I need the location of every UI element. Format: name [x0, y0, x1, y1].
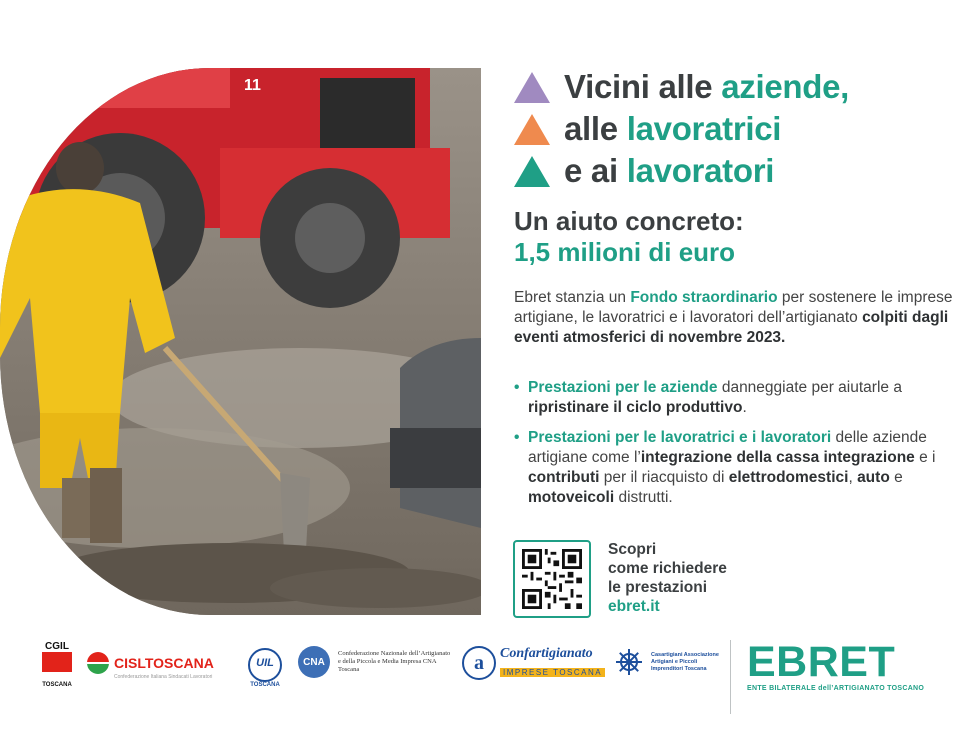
orange-triangle-icon — [514, 114, 550, 145]
purple-triangle-icon — [514, 72, 550, 103]
logo-divider — [730, 640, 731, 714]
headline — [514, 66, 954, 192]
subheadline-amount: 1,5 milioni di euro — [514, 237, 736, 267]
bullet2-bold-4: auto — [857, 469, 890, 486]
headline-highlight-2: lavoratrici — [626, 110, 782, 147]
qr-caption — [608, 540, 727, 616]
bullet2-text-4: , — [848, 469, 858, 486]
confartigianato-label: Confartigianato — [500, 646, 593, 661]
headline-text-3: e ai — [564, 152, 627, 189]
bullet2-text-1: delle aziende artigiane come l’ — [528, 429, 927, 466]
headline-highlight-3: lavoratori — [626, 152, 775, 189]
cgil-logo — [42, 642, 72, 688]
casartigiani-text: Casartigiani Associazione Artigiani e Piccoli Imprenditori Toscana — [651, 651, 719, 672]
bullet1-bold: ripristinare il ciclo produttivo — [528, 399, 743, 416]
headline-highlight-1: aziende, — [721, 68, 850, 105]
ebret-label: EBRET — [747, 638, 896, 686]
cna-text: Confederazione Nazionale dell’Artigianato e della Piccola e Media Impresa CNA Toscana — [338, 650, 451, 673]
casartigiani-logo — [615, 648, 721, 676]
cgil-sub-label: TOSCANA — [42, 682, 72, 688]
cisl-mark-icon — [87, 652, 109, 674]
headline-line-1 — [514, 66, 954, 108]
bullet2-text-2: e i — [914, 449, 936, 466]
ebret-logo — [747, 640, 924, 692]
headline-text-2: alle — [564, 110, 627, 147]
bullet1-title: Prestazioni per le aziende — [528, 379, 718, 396]
uil-logo — [248, 648, 282, 688]
ship-wheel-icon — [615, 648, 643, 676]
ebret-sub-label: ENTE BILATERALE dell’ARTIGIANATO TOSCANO — [747, 685, 925, 692]
cisl-tagline: Confederazione Italiana Sindacati Lavoratori — [114, 674, 213, 680]
bullet2-text-5: e — [889, 469, 903, 486]
website-link[interactable]: ebret.it — [608, 598, 660, 615]
bullet1-end: . — [742, 399, 747, 416]
list-item-aziende — [514, 378, 954, 418]
uil-sub-label: TOSCANA — [250, 682, 280, 688]
intro-event-text: colpiti dagli eventi atmosferici di novembre 2023. — [514, 309, 949, 346]
photo-illustration — [0, 68, 481, 615]
cisl-logo — [87, 652, 214, 680]
bullet2-bold-1: integrazione della cassa integrazione — [640, 449, 915, 466]
intro-paragraph — [514, 288, 954, 348]
bullet1-text: danneggiate per aiutarle a — [717, 379, 902, 396]
flood-photo — [0, 68, 481, 615]
intro-text-1: Ebret stanzia un — [514, 289, 631, 306]
intro-fund-name: Fondo straordinario — [630, 289, 778, 306]
list-item-lavoratori — [514, 428, 954, 508]
uil-label: UIL — [256, 657, 274, 669]
subheadline-line-1: Un aiuto concreto: — [514, 206, 744, 236]
bullet2-bold-2: contributi — [528, 469, 600, 486]
headline-line-2 — [514, 108, 954, 150]
headline-line-3 — [514, 150, 954, 192]
partner-logos — [0, 630, 980, 710]
qr-caption-line-3: le prestazioni — [608, 579, 708, 596]
qr-code[interactable] — [513, 540, 591, 618]
cna-mark: CNA — [298, 646, 330, 678]
bullet2-title: Prestazioni per le lavoratrici e i lavoratori — [528, 429, 832, 446]
teal-triangle-icon — [514, 156, 550, 187]
qr-caption-line-2: come richiedere — [608, 560, 727, 577]
cna-logo — [298, 646, 453, 678]
headline-text-1: Vicini alle — [564, 68, 722, 105]
confartigianato-mark: a — [462, 646, 496, 680]
bullet2-bold-5: motoveicoli — [528, 489, 615, 506]
confartigianato-sub-label: IMPRESE TOSCANA — [500, 668, 605, 677]
intro-text-2: per sostenere le imprese artigiane, le lavoratrici e i lavoratori dell’artigianato — [514, 289, 953, 326]
subheadline — [514, 206, 744, 268]
svg-text:11: 11 — [244, 77, 261, 94]
cisl-label: CISLTOSCANA — [114, 655, 214, 671]
qr-caption-line-1: Scopri — [608, 541, 657, 558]
benefits-list — [514, 378, 954, 518]
bullet2-bold-3: elettrodomestici — [728, 469, 849, 486]
bullet2-text-3: per il riacquisto di — [599, 469, 729, 486]
qr-code-icon — [522, 549, 582, 609]
bullet2-text-6: distrutti. — [614, 489, 673, 506]
confartigianato-logo — [462, 646, 605, 680]
cgil-label: CGIL — [42, 641, 72, 652]
